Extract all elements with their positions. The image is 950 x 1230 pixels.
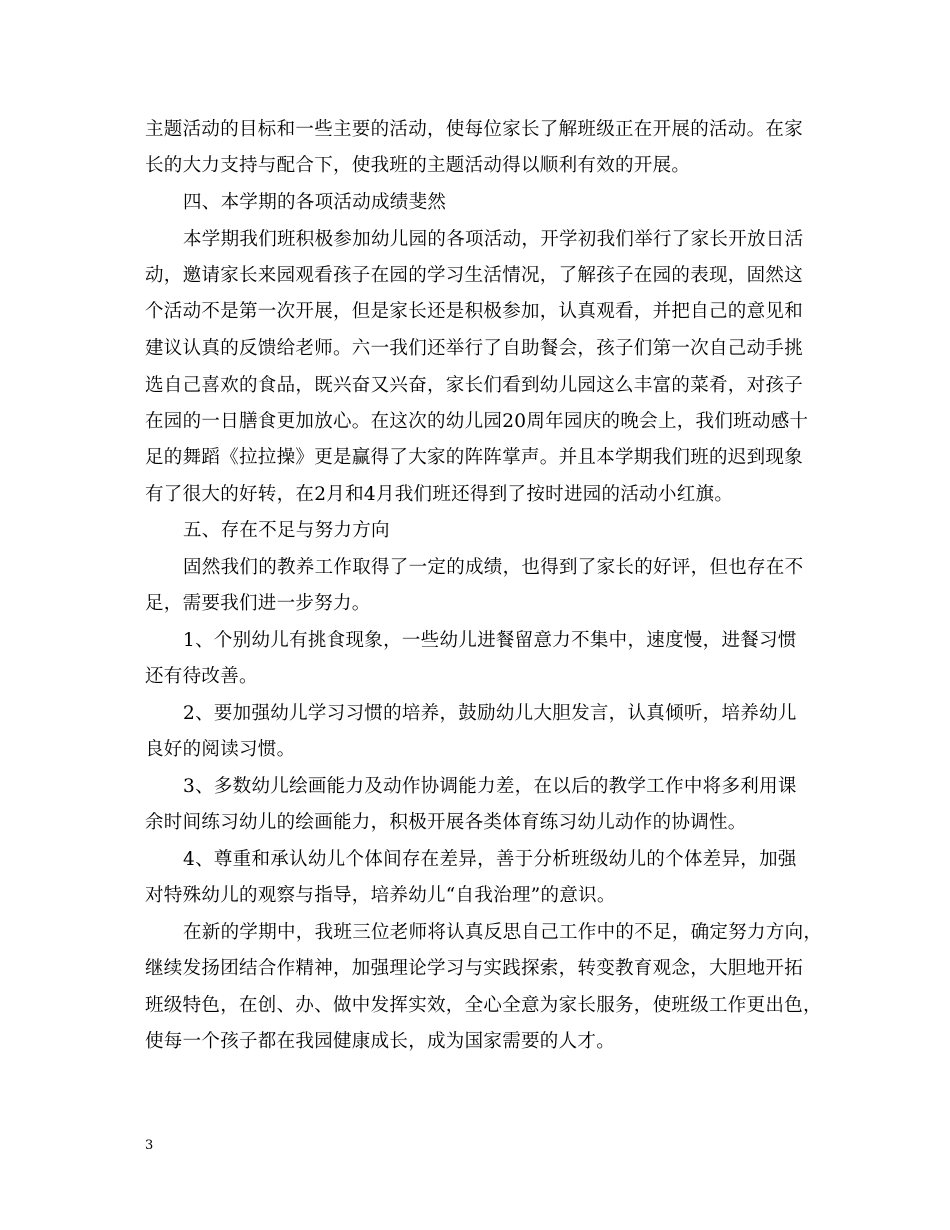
text-line: 主题活动的目标和一些主要的活动，使每位家长了解班级正在开展的活动。在家 xyxy=(145,119,804,140)
page-number: 3 xyxy=(145,1138,154,1153)
section-heading: 五、存在不足与努力方向 xyxy=(183,520,390,541)
text-line: 班级特色，在创、办、做中发挥实效，全心全意为家长服务，使班级工作更出色， xyxy=(145,995,822,1016)
text-line: 对特殊幼儿的观察与指导，培养幼儿“自我治理”的意识。 xyxy=(145,885,616,906)
list-item-text: 2、要加强幼儿学习习惯的培养，鼓励幼儿大胆发言，认真倾听，培养幼儿 xyxy=(183,703,797,724)
text-line: 继续发扬团结合作精神，加强理论学习与实践探索，转变教育观念，大胆地开拓 xyxy=(145,958,804,979)
text-line: 本学期我们班积极参加幼儿园的各项活动，开学初我们举行了家长开放日活 xyxy=(183,229,804,250)
text-line: 固然我们的教养工作取得了一定的成绩，也得到了家长的好评，但也存在不 xyxy=(183,557,804,578)
section-heading: 四、本学期的各项活动成绩斐然 xyxy=(183,192,447,213)
text-line: 在园的一日膳食更加放心。在这次的幼儿园20周年园庆的晚会上，我们班动感十 xyxy=(145,411,809,432)
text-line: 选自己喜欢的食品，既兴奋又兴奋，家长们看到幼儿园这么丰富的菜肴，对孩子 xyxy=(145,375,804,396)
text-line: 个活动不是第一次开展，但是家长还是积极参加，认真观看，并把自己的意见和 xyxy=(145,301,804,322)
text-line: 有了很大的好转，在2月和4月我们班还得到了按时进园的活动小红旗。 xyxy=(145,484,734,505)
list-item-text: 4、尊重和承认幼儿个体间存在差异，善于分析班级幼儿的个体差异，加强 xyxy=(183,849,797,870)
text-line: 建议认真的反馈给老师。六一我们还举行了自助餐会，孩子们第一次自己动手挑 xyxy=(145,338,804,359)
text-line: 长的大力支持与配合下，使我班的主题活动得以顺利有效的开展。 xyxy=(145,155,691,176)
text-line: 足，需要我们进一步努力。 xyxy=(145,593,371,614)
text-line: 良好的阅读习惯。 xyxy=(145,739,296,760)
text-line: 还有待改善。 xyxy=(145,666,258,687)
text-line: 足的舞蹈《拉拉操》更是赢得了大家的阵阵掌声。并且本学期我们班的迟到现象 xyxy=(145,447,804,468)
list-item-text: 1、个别幼儿有挑食现象，一些幼儿进餐留意力不集中，速度慢，进餐习惯 xyxy=(183,630,797,651)
list-item-text: 3、多数幼儿绘画能力及动作协调能力差，在以后的教学工作中将多利用课 xyxy=(183,776,797,797)
text-line: 在新的学期中，我班三位老师将认真反思自己工作中的不足，确定努力方向， xyxy=(183,922,823,943)
text-line: 余时间练习幼儿的绘画能力，积极开展各类体育练习幼儿动作的协调性。 xyxy=(145,812,747,833)
text-line: 动，邀请家长来园观看孩子在园的学习生活情况，了解孩子在园的表现，固然这 xyxy=(145,265,804,286)
text-line: 使每一个孩子都在我园健康成长，成为国家需要的人才。 xyxy=(145,1031,616,1052)
